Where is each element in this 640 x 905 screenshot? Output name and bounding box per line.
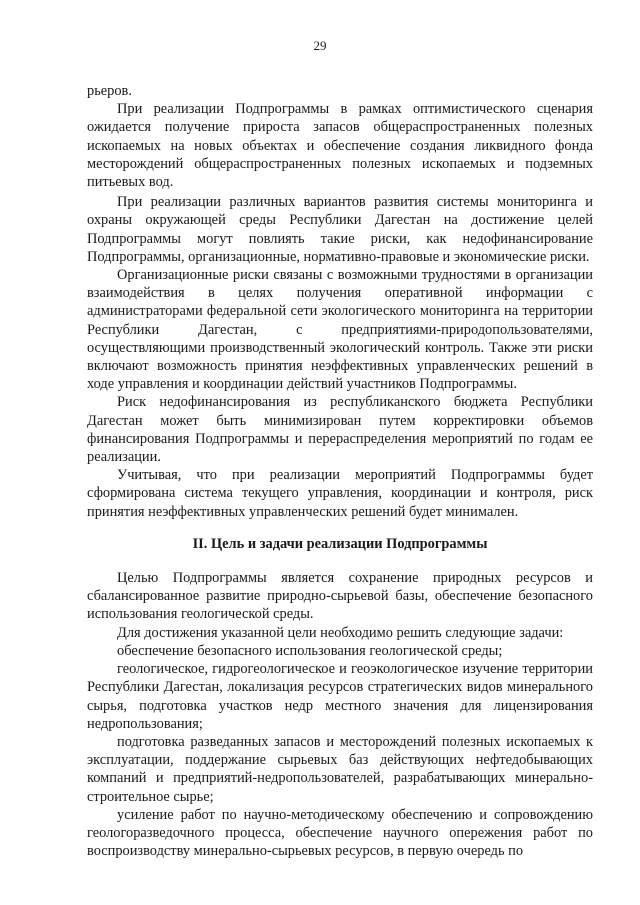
paragraph: Учитывая, что при реализации мероприятий Подпрограммы будет сформирована система текущего управления, координации и контроля, риск принятия неэффективных управленческих решений будет минимален. (87, 467, 593, 520)
paragraph: рьеров. (87, 83, 132, 99)
paragraph: Риск недофинансирования из республиканского бюджета Республики Дагестан может быть минимизирован путем корректировки объемов финансирования Подпрограммы и перераспределения мероприятий по годам ее реализации. (87, 394, 593, 466)
page-number: 29 (313, 38, 327, 53)
list-item: обеспечение безопасного использования геологической среды; (117, 642, 503, 659)
list-item: подготовка разведанных запасов и месторождений полезных ископаемых к эксплуатации, поддержание сырьевых баз действующих нефтедобывающих компаний и предприятий-недропользователей, разрабатывающих минерально-строительное сырье; (87, 733, 593, 805)
paragraph: При реализации различных вариантов развития системы мониторинга и охраны окружающей среды Республики Дагестан на достижение целей Подпрограммы могут повлиять такие риски, как недофинансирование Подпрограммы, организационные, нормативно-правовые и экономические риски. (87, 194, 593, 265)
body-text (87, 82, 593, 860)
paragraph: При реализации Подпрограммы в рамках оптимистического сценария ожидается получение прироста запасов общераспространенных полезных ископаемых на новых объектах и обеспечение создания ликвидного фонда месторождений общераспространенных полезных ископаемых и подземных питьевых вод. (87, 101, 593, 191)
list-item: усиление работ по научно-методическому обеспечению и сопровождению геологоразведочного процесса, обеспечение научного опережения работ по воспроизводству минерально-сырьевых ресурсов, в первую очередь по (87, 806, 593, 860)
paragraph: Для достижения указанной цели необходимо решить следующие задачи: (117, 624, 564, 641)
paragraph: Целью Подпрограммы является сохранение природных ресурсов и сбалансированное развитие природно-сырьевой базы, обеспечение безопасного использования геологической среды. (87, 570, 593, 623)
list-item: геологическое, гидрогеологическое и геоэкологическое изучение территории Республики Дагестан, локализация ресурсов стратегических видов минерального сырья, подготовка участков недр местного значения для лицензирования недропользования; (87, 661, 593, 732)
paragraph: Организационные риски связаны с возможными трудностями в организации взаимодействия в целях получения оперативной информации с администраторами федеральной сети экологического мониторинга на территории Республики Дагестан, с предприятиями-природопользователями, осуществляющими производственный экологический контроль. Также эти риски включают возможность принятия неэффективных управленческих решений в ходе управления и координации действий участников Подпрограммы. (87, 267, 593, 393)
section-heading: II. Цель и задачи реализации Подпрограммы (192, 535, 488, 552)
